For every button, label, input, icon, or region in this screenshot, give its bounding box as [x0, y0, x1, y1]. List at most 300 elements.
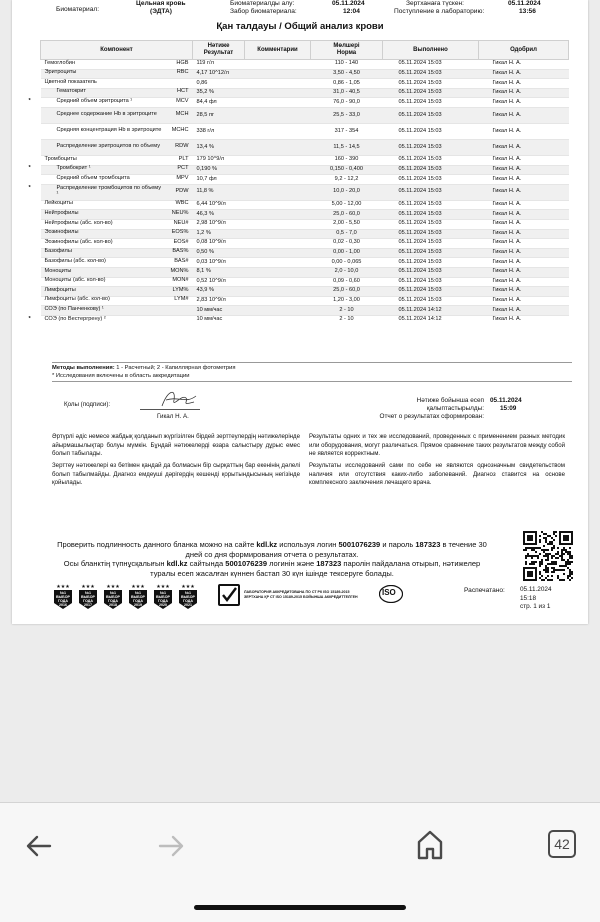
- approved-cell: Гикал Н. А.: [479, 60, 569, 70]
- award-badge-line: ГОДА: [108, 599, 118, 603]
- component-code: EOS#: [173, 238, 189, 245]
- accreditation-note: * Исследования включены в область аккредитации: [52, 373, 190, 379]
- component-name: Базофилы (абс. кол-во): [44, 257, 106, 264]
- component-cell: [41, 277, 193, 287]
- component-cell: [41, 296, 193, 306]
- norm-cell: 0,09 - 0,60: [311, 277, 383, 287]
- done-cell: 05.11.2024 15:03: [383, 296, 479, 306]
- result-cell: 10,7 фл: [193, 175, 245, 185]
- norm-cell: 0,5 - 7,0: [311, 229, 383, 239]
- table-row: [41, 219, 569, 229]
- comment-cell: [245, 165, 311, 175]
- component-cell: [41, 139, 193, 155]
- approved-cell: Гикал Н. А.: [479, 296, 569, 306]
- award-badge-line: 2020: [159, 603, 167, 607]
- award-badge-text: [102, 591, 124, 607]
- result-cell: 28,5 пг: [193, 107, 245, 123]
- component-code: LYM#: [174, 296, 189, 303]
- comment-cell: [245, 219, 311, 229]
- component-name: Лейкоциты: [44, 200, 73, 207]
- verify-login-kz: 5001076239: [225, 559, 267, 569]
- component-name: Эритроциты: [44, 69, 77, 76]
- result-cell: 10 мм/час: [193, 306, 245, 316]
- component-name: Моноциты (абс. кол-во): [44, 277, 106, 284]
- result-cell: 0,08 10^9/л: [193, 239, 245, 249]
- component-code: MON#: [172, 277, 189, 284]
- component-name: Гематокрит: [56, 88, 86, 95]
- result-cell: 2,83 10^9/л: [193, 296, 245, 306]
- award-badge-text: [52, 591, 74, 607]
- signer-name: Гикал Н. А.: [157, 413, 189, 420]
- result-cell: 43,9 %: [193, 287, 245, 297]
- result-cell: 1,2 %: [193, 229, 245, 239]
- printed-values: [520, 586, 552, 612]
- comment-cell: [245, 315, 311, 324]
- component-cell: [41, 287, 193, 297]
- result-cell: 0,50 %: [193, 248, 245, 258]
- report-generated-label-ru: Отчет о результатах сформирован:: [379, 413, 484, 420]
- approved-cell: Гикал Н. А.: [479, 123, 569, 139]
- done-cell: 05.11.2024 15:03: [383, 267, 479, 277]
- approved-cell: Гикал Н. А.: [479, 88, 569, 98]
- award-badge-line: ГОДА: [133, 599, 143, 603]
- result-cell: 10 мм/час: [193, 315, 245, 324]
- accreditation-mark: *: [28, 98, 31, 105]
- component-name: Распределение эритроцитов по объему: [56, 142, 160, 149]
- award-badge: [102, 582, 124, 610]
- component-cell: [41, 258, 193, 268]
- award-badge: [52, 582, 74, 610]
- report-generated-label-kz: Нәтиже бойынша есеп қалыптастырылды:: [416, 397, 484, 412]
- table-row: [41, 248, 569, 258]
- norm-cell: 2,00 - 5,50: [311, 219, 383, 229]
- done-cell: 05.11.2024 15:03: [383, 200, 479, 210]
- component-name: Нейтрофилы: [44, 210, 79, 216]
- result-cell: 0,52 10^9/л: [193, 277, 245, 287]
- comment-cell: [245, 139, 311, 155]
- home-indicator: [194, 905, 406, 910]
- disclaimer-kz-1: Әртүрлі әдіс немесе жабдық қолданып жүргізілген бірдей зерттеулердің нәтижелерінде айырмашылықтар болуы мүмкін. Бұндай нәтижелерді өзара салыстыру дұрыс емес болып табылады.: [52, 433, 300, 458]
- comment-cell: [245, 69, 311, 79]
- collection-date: 05.11.2024: [332, 0, 365, 7]
- component-cell: [41, 219, 193, 229]
- verify-kz-c: логинін және: [267, 559, 317, 569]
- result-cell: 0,86: [193, 79, 245, 89]
- component-cell: [41, 79, 193, 89]
- comment-cell: [245, 98, 311, 108]
- collection-label: Биоматериалды алу:: [230, 0, 295, 7]
- accreditation-mark: *: [28, 185, 31, 192]
- component-name: Средний объем эритроцита ¹: [56, 98, 133, 105]
- report-header: [12, 0, 588, 19]
- component-name: Моноциты: [44, 267, 72, 274]
- biomaterial-label: Биоматериал:: [56, 6, 100, 13]
- table-row: [41, 69, 569, 79]
- table-row: [41, 277, 569, 287]
- received-date: 05.11.2024: [508, 0, 541, 7]
- done-cell: 05.11.2024 15:03: [383, 98, 479, 108]
- checkmark-icon: [218, 584, 240, 606]
- done-cell: 05.11.2024 15:03: [383, 69, 479, 79]
- approved-cell: Гикал Н. А.: [479, 98, 569, 108]
- norm-cell: 0,86 - 1,05: [311, 79, 383, 89]
- component-cell: [41, 239, 193, 249]
- award-badge-text: [177, 591, 199, 607]
- award-badge-line: ВЫБОР: [131, 595, 145, 599]
- done-cell: 05.11.2024 15:03: [383, 139, 479, 155]
- award-badge-line: ВЫБОР: [81, 595, 95, 599]
- disclaimer-kz-2: Зерттеу нәтижелері өз бетімен қандай да болмасын бір сырқаттың бар екенінің дәлелі болып табылмайды. Диагноз емдеуші дәрігердің кешенді қорытындысының негізінде қойылады.: [52, 462, 300, 487]
- verify-login: 5001076239: [338, 540, 381, 549]
- verification-kz: [52, 559, 492, 578]
- verify-kz-b: сайтында: [187, 559, 226, 569]
- forward-arrow-icon[interactable]: [158, 835, 184, 857]
- done-cell: 05.11.2024 15:03: [383, 107, 479, 123]
- verify-ru-a: Проверить подлинность данного бланка можно на сайте: [57, 540, 257, 549]
- component-cell: [28, 184, 193, 200]
- component-cell: [41, 60, 193, 70]
- component-code: NEU#: [173, 219, 189, 226]
- component-name: Эозинофилы (абс. кол-во): [44, 238, 113, 245]
- component-code: HGB: [176, 59, 189, 66]
- accreditation-line-2: ЗЕРТХАНА ҚР СТ ISO 15189-2015 БОЙЫНША АККРЕДИТТЕЛГЕН: [244, 595, 358, 599]
- done-cell: 05.11.2024 15:03: [383, 184, 479, 200]
- accreditation-mark: *: [28, 315, 31, 322]
- component-code: HCT: [177, 88, 189, 95]
- comment-cell: [245, 79, 311, 89]
- col-header-done: Выполнено: [383, 41, 479, 60]
- done-cell: 05.11.2024 14:12: [383, 315, 479, 324]
- home-icon[interactable]: [416, 830, 444, 860]
- biomaterial-value: Цельная кровь: [136, 0, 186, 7]
- component-code: BAS%: [172, 248, 189, 255]
- table-row: [41, 139, 569, 155]
- approved-cell: Гикал Н. А.: [479, 229, 569, 239]
- report-generated-date: 05.11.2024: [490, 397, 522, 404]
- norm-cell: 1,20 - 3,00: [311, 296, 383, 306]
- component-name: Распределение тромбоцитов по объему ¹: [56, 185, 162, 198]
- comment-cell: [245, 248, 311, 258]
- approved-cell: Гикал Н. А.: [479, 175, 569, 185]
- comment-cell: [245, 155, 311, 165]
- norm-cell: 25,0 - 60,0: [311, 287, 383, 297]
- award-badge-line: №1: [159, 591, 166, 595]
- col-header-norm: Мөлшері Норма: [311, 41, 383, 60]
- result-cell: 4,17 10^12/л: [193, 69, 245, 79]
- award-badge-line: 2019: [134, 603, 142, 607]
- award-badge-line: №1: [59, 591, 66, 595]
- norm-cell: 11,5 - 14,5: [311, 139, 383, 155]
- award-badge-line: 2017: [84, 603, 92, 607]
- result-cell: 0,190 %: [193, 165, 245, 175]
- component-name: Средний объем тромбоцита: [56, 174, 130, 181]
- approved-cell: Гикал Н. А.: [479, 165, 569, 175]
- award-badge-text: [77, 591, 99, 607]
- svg-text:★★★: ★★★: [56, 584, 70, 590]
- award-badge-line: ВЫБОР: [181, 595, 195, 599]
- approved-cell: Гикал Н. А.: [479, 267, 569, 277]
- component-cell: [28, 98, 193, 108]
- approved-cell: Гикал Н. А.: [479, 306, 569, 316]
- approved-cell: Гикал Н. А.: [479, 79, 569, 89]
- component-cell: [41, 267, 193, 277]
- component-code: MON%: [170, 267, 189, 274]
- component-name: Гемоглобин: [44, 59, 75, 66]
- component-code: NEU%: [171, 210, 189, 216]
- back-arrow-icon[interactable]: [26, 835, 52, 857]
- svg-text:★★★: ★★★: [156, 584, 170, 590]
- comment-cell: [245, 267, 311, 277]
- result-cell: 119 г/л: [193, 60, 245, 70]
- table-row: [41, 88, 569, 98]
- component-code: MPV: [176, 174, 189, 181]
- result-cell: 46,3 %: [193, 210, 245, 220]
- award-badge-line: ВЫБОР: [156, 595, 170, 599]
- award-badge-line: ГОДА: [58, 599, 68, 603]
- table-row: [41, 287, 569, 297]
- norm-cell: 317 - 354: [311, 123, 383, 139]
- award-badge-line: ГОДА: [158, 599, 168, 603]
- component-cell: [41, 200, 193, 210]
- award-badge-line: 2018: [109, 603, 117, 607]
- norm-cell: 0,00 - 0,065: [311, 258, 383, 268]
- result-cell: 338 г/л: [193, 123, 245, 139]
- award-badge-line: №1: [84, 591, 91, 595]
- table-row: [41, 60, 569, 70]
- norm-cell: 0,02 - 0,30: [311, 239, 383, 249]
- done-cell: 05.11.2024 15:03: [383, 175, 479, 185]
- norm-cell: 110 - 140: [311, 60, 383, 70]
- done-cell: 05.11.2024 15:03: [383, 79, 479, 89]
- approved-cell: Гикал Н. А.: [479, 315, 569, 324]
- methods-note: [52, 362, 572, 382]
- result-cell: 35,2 %: [193, 88, 245, 98]
- done-cell: 05.11.2024 15:03: [383, 277, 479, 287]
- verification-text: [52, 540, 492, 578]
- norm-cell: 76,0 - 90,0: [311, 98, 383, 108]
- approved-cell: Гикал Н. А.: [479, 107, 569, 123]
- collection-label-2: Забор биоматериала:: [230, 8, 297, 15]
- result-cell: 179 10^9/л: [193, 155, 245, 165]
- component-code: PCT: [177, 165, 189, 172]
- done-cell: 05.11.2024 15:03: [383, 165, 479, 175]
- table-row: [41, 267, 569, 277]
- col-header-approved: Одобрил: [479, 41, 569, 60]
- table-row: [41, 315, 569, 324]
- done-cell: 05.11.2024 15:03: [383, 229, 479, 239]
- result-cell: 2,98 10^9/л: [193, 219, 245, 229]
- svg-text:★★★: ★★★: [131, 584, 145, 590]
- biomaterial-value-2: (ЭДТА): [150, 8, 172, 15]
- approved-cell: Гикал Н. А.: [479, 139, 569, 155]
- report-generated-time: 15:09: [500, 405, 517, 412]
- award-badge-line: 2021: [184, 603, 192, 607]
- component-code: MCV: [176, 98, 189, 105]
- component-cell: [41, 229, 193, 239]
- norm-cell: 31,0 - 40,5: [311, 88, 383, 98]
- methods-text: 1 - Расчетный; 2 - Капиллярная фотометрия: [114, 365, 236, 371]
- approved-cell: Гикал Н. А.: [479, 200, 569, 210]
- component-cell: [28, 315, 193, 324]
- norm-cell: 2,0 - 10,0: [311, 267, 383, 277]
- award-badge-line: №1: [134, 591, 141, 595]
- table-row: [41, 107, 569, 123]
- verify-site-kz[interactable]: kdl.kz: [166, 559, 188, 569]
- award-badge-text: [127, 591, 149, 607]
- component-name: Лимфоциты (абс. кол-во): [44, 296, 110, 303]
- result-cell: 8,1 %: [193, 267, 245, 277]
- verify-ru-b: используя логин: [277, 540, 339, 549]
- component-name: Тромбокрит ¹: [56, 165, 91, 172]
- component-code: EOS%: [171, 229, 189, 236]
- report-sheet: [12, 0, 588, 624]
- comment-cell: [245, 175, 311, 185]
- component-code: RBC: [176, 69, 189, 76]
- comment-cell: [245, 88, 311, 98]
- component-name: Тромбоциты: [44, 155, 77, 162]
- norm-cell: 2 - 10: [311, 306, 383, 316]
- award-badge: [177, 582, 199, 610]
- methods-label: Методы выполнения:: [52, 365, 115, 371]
- result-cell: 0,03 10^9/л: [193, 258, 245, 268]
- component-name: Среднее содержание Hb в эритроците: [56, 110, 157, 117]
- component-code: PLT: [178, 155, 189, 162]
- component-cell: [41, 175, 193, 185]
- comment-cell: [245, 210, 311, 220]
- component-cell: [41, 69, 193, 79]
- results-header-row: [41, 41, 569, 60]
- svg-text:★★★: ★★★: [81, 584, 95, 590]
- printed-time: 15:18: [520, 594, 536, 602]
- verification-ru: [52, 540, 492, 559]
- result-cell: 84,4 фл: [193, 98, 245, 108]
- done-cell: 05.11.2024 15:03: [383, 210, 479, 220]
- table-row: [41, 258, 569, 268]
- component-name: Нейтрофилы (абс. кол-во): [44, 219, 113, 226]
- verify-kz-a: Осы бланктің түпнұсқалығын: [63, 559, 167, 569]
- result-cell: 11,8 %: [193, 184, 245, 200]
- norm-cell: 25,0 - 60,0: [311, 210, 383, 220]
- norm-cell: 25,5 - 33,0: [311, 107, 383, 123]
- award-badge: [152, 582, 174, 610]
- component-name: СОЭ (по Панченкову) ¹: [44, 305, 104, 312]
- table-row: [41, 210, 569, 220]
- received-time: 13:56: [519, 8, 536, 15]
- component-code: BAS#: [174, 257, 189, 264]
- signature-label: Қолы (подписи):: [64, 401, 111, 408]
- done-cell: 05.11.2024 14:12: [383, 306, 479, 316]
- disclaimer-ru-1: Результаты одних и тех же исследований, проведенных с применением разных методик или оборудования, могут различаться. Прямое сравнение таких результатов между собой не является корректным.: [309, 433, 565, 458]
- comment-cell: [245, 239, 311, 249]
- report-title: Қан талдауы / Общий анализ крови: [216, 21, 384, 32]
- award-badge-line: ГОДА: [183, 599, 193, 603]
- component-cell: [41, 107, 193, 123]
- award-badge-line: ВЫБОР: [106, 595, 120, 599]
- component-code: MCH: [175, 110, 189, 117]
- svg-text:★★★: ★★★: [106, 584, 120, 590]
- done-cell: 05.11.2024 15:03: [383, 123, 479, 139]
- col-header-component: Компонент: [41, 41, 193, 60]
- comment-cell: [245, 123, 311, 139]
- tabs-count-button[interactable]: 42: [548, 830, 576, 858]
- collection-time: 12:04: [343, 8, 360, 15]
- award-badge-line: ГОДА: [83, 599, 93, 603]
- approved-cell: Гикал Н. А.: [479, 219, 569, 229]
- verify-site[interactable]: kdl.kz: [256, 540, 278, 549]
- comment-cell: [245, 306, 311, 316]
- done-cell: 05.11.2024 15:03: [383, 88, 479, 98]
- page-number: стр. 1 из 1: [520, 603, 551, 611]
- award-badge-line: ВЫБОР: [56, 595, 70, 599]
- norm-cell: 160 - 390: [311, 155, 383, 165]
- comment-cell: [245, 107, 311, 123]
- verify-password: 187323: [415, 540, 441, 549]
- component-name: Базофилы: [44, 248, 72, 255]
- signature-line: [140, 409, 200, 410]
- done-cell: 05.11.2024 15:03: [383, 287, 479, 297]
- approved-cell: Гикал Н. А.: [479, 239, 569, 249]
- done-cell: 05.11.2024 15:03: [383, 248, 479, 258]
- svg-text:★★★: ★★★: [181, 584, 195, 590]
- iso-logo-text: ISO: [382, 588, 396, 597]
- qr-code-image: [523, 531, 573, 581]
- approved-cell: Гикал Н. А.: [479, 277, 569, 287]
- table-row: [41, 79, 569, 89]
- approved-cell: Гикал Н. А.: [479, 184, 569, 200]
- component-code: WBC: [175, 200, 189, 207]
- norm-cell: 0,00 - 1,00: [311, 248, 383, 258]
- approved-cell: Гикал Н. А.: [479, 69, 569, 79]
- comment-cell: [245, 200, 311, 210]
- col-header-comments: Комментарии: [245, 41, 311, 60]
- printed-label: Распечатано:: [464, 587, 505, 594]
- norm-cell: 9,2 - 12,2: [311, 175, 383, 185]
- component-code: MCHC: [171, 126, 189, 133]
- verify-password-kz: 187323: [316, 559, 342, 569]
- component-cell: [41, 123, 193, 139]
- verify-ru-c: и пароль: [380, 540, 416, 549]
- verify-ru-d: в течение 30 дней со дня формирования отчета о результатах.: [185, 540, 487, 559]
- done-cell: 05.11.2024 15:03: [383, 60, 479, 70]
- component-name: Цветной показатель: [44, 78, 97, 85]
- component-cell: [41, 306, 193, 316]
- component-cell: [41, 210, 193, 220]
- browser-toolbar: [0, 802, 600, 922]
- component-name: Лимфоциты: [44, 286, 76, 293]
- award-badge: [77, 582, 99, 610]
- approved-cell: Гикал Н. А.: [479, 155, 569, 165]
- table-row: [41, 98, 569, 108]
- received-label-2: Поступление в лабораторию:: [394, 8, 485, 15]
- component-name: СОЭ (по Вестергрену) ²: [44, 315, 106, 322]
- table-row: [41, 123, 569, 139]
- result-cell: 6,44 10^9/л: [193, 200, 245, 210]
- done-cell: 05.11.2024 15:03: [383, 239, 479, 249]
- approved-cell: Гикал Н. А.: [479, 210, 569, 220]
- table-row: [41, 229, 569, 239]
- comment-cell: [245, 258, 311, 268]
- component-cell: [41, 88, 193, 98]
- component-cell: [41, 155, 193, 165]
- award-badge-text: [152, 591, 174, 607]
- done-cell: 05.11.2024 15:03: [383, 258, 479, 268]
- table-row: [41, 165, 569, 175]
- norm-cell: 2 - 10: [311, 315, 383, 324]
- award-badge-line: №1: [109, 591, 116, 595]
- table-row: [41, 184, 569, 200]
- done-cell: 05.11.2024 15:03: [383, 219, 479, 229]
- component-cell: [28, 165, 193, 175]
